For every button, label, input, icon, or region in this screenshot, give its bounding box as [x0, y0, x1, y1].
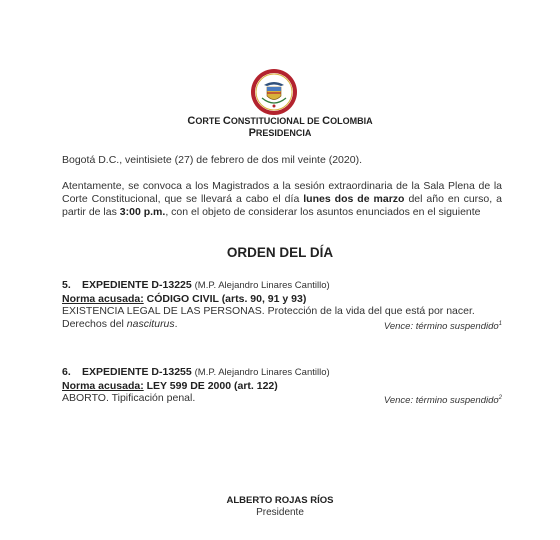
expediente-number: EXPEDIENTE D-13255	[82, 366, 192, 378]
session-time: 3:00 p.m.	[119, 206, 166, 218]
convocation-paragraph: Atentamente, se convoca a los Magistrados a la sesión extraordinaria de la Sala Plena de la Corte Constitucional, que se llevará a cabo el día lunes dos de marzo del año en curso, a partir de las 3:00 p.m., con el objeto de considerar los asuntos enunciados en el siguiente	[62, 180, 502, 218]
item-number: 5.	[62, 279, 71, 291]
item-description: ABORTO. Tipificación penal.	[62, 392, 196, 404]
signatory-name: ALBERTO ROJAS RÍOS	[226, 495, 334, 506]
signatory-title: Presidente	[256, 507, 304, 518]
session-day: lunes dos de marzo	[303, 193, 405, 205]
norma-label: Norma acusada:	[62, 379, 144, 392]
deadline-note: Vence: término suspendido$^1$	[383, 320, 502, 332]
agenda-title: ORDEN DEL DÍA	[226, 245, 334, 260]
item-description: EXISTENCIA LEGAL DE LAS PERSONAS. Protección de la vida del que está por nacer.	[62, 305, 475, 317]
agenda-item	[62, 279, 502, 333]
item-number: 6.	[62, 366, 71, 378]
expediente-number: EXPEDIENTE D-13225	[82, 279, 192, 291]
item-description-cont: Derechos del nasciturus.	[62, 317, 178, 330]
dateline: Bogotá D.C., veintisiete (27) de febrero de dos mil veinte (2020).	[62, 154, 362, 166]
magistrate-rapporteur: (M.P. Alejandro Linares Cantillo)	[194, 280, 330, 291]
norma-value: CÓDIGO CIVIL (arts. 90, 91 y 93)	[146, 292, 307, 305]
court-name-heading: CORTE CONSTITUCIONAL DE COLOMBIA	[187, 115, 373, 127]
magistrate-rapporteur: (M.P. Alejandro Linares Cantillo)	[194, 367, 330, 378]
footnote-marker[interactable]: 2	[498, 395, 502, 401]
norma-value: LEY 599 DE 2000 (art. 122)	[146, 379, 278, 392]
coat-of-arms-seal	[250, 68, 298, 116]
norma-label: Norma acusada:	[62, 292, 144, 305]
presidency-heading: PRESIDENCIA	[248, 127, 312, 139]
deadline-note: Vence: término suspendido$^2$	[383, 395, 502, 407]
agenda-item	[62, 366, 502, 408]
footnote-marker[interactable]: 1	[498, 320, 502, 327]
